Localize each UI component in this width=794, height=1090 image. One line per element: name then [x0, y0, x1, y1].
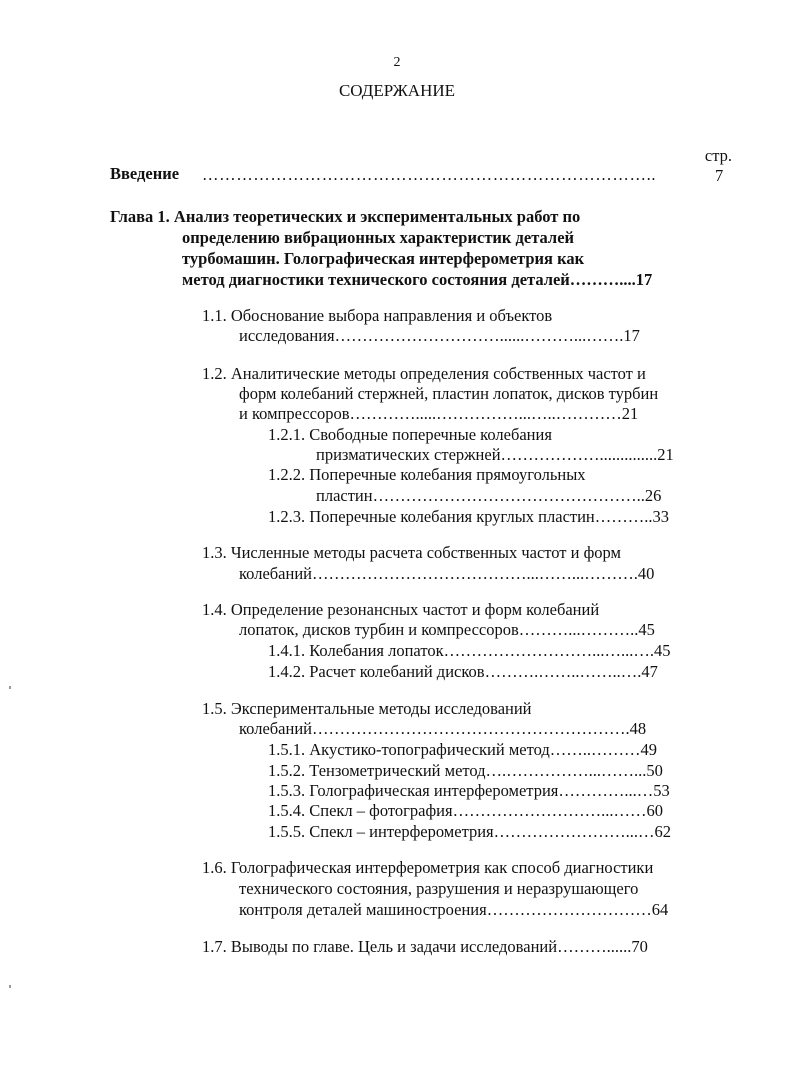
scan-speck — [9, 985, 11, 988]
s1-2-2-line1: 1.2.2. Поперечные колебания прямоугольных — [268, 465, 586, 484]
s1-2-line1: 1.2. Аналитические методы определения собственных частот и — [202, 364, 646, 383]
chapter1-line4: метод диагностики технического состояния деталей………....17 — [182, 270, 653, 289]
chapter1-line3: турбомашин. Голографическая интерферометрия как — [182, 249, 585, 268]
s1-2-line3: и компрессоров………….....……………...…..…………21 — [239, 404, 639, 423]
s1-6-line2: технического состояния, разрушения и неразрушающего — [239, 879, 639, 898]
s1-2-3: 1.2.3. Поперечные колебания круглых пластин………..33 — [268, 507, 670, 526]
chapter1-line1: Глава 1. Анализ теоретических и экспериментальных работ по — [110, 207, 581, 226]
s1-5-5: 1.5.5. Спекл – интерферометрия……………………...…62 — [268, 822, 672, 841]
intro-dots: …………………………………………………………………….. — [202, 165, 657, 184]
intro-page: 7 — [715, 166, 724, 185]
s1-2-line2: форм колебаний стержней, пластин лопаток, дисков турбин — [239, 384, 659, 403]
s1-4-line2: лопаток, дисков турбин и компрессоров………...………..45 — [239, 620, 655, 639]
toc-title: СОДЕРЖАНИЕ — [338, 81, 456, 100]
s1-6-line1: 1.6. Голографическая интерферометрия как способ диагностики — [202, 858, 654, 877]
s1-7-line1: 1.7. Выводы по главе. Цель и задачи исследований………......70 — [202, 937, 648, 956]
s1-5-3: 1.5.3. Голографическая интерферометрия…………...…53 — [268, 781, 670, 800]
s1-4-2: 1.4.2. Расчет колебаний дисков……….……..……..….47 — [268, 662, 658, 681]
s1-5-2: 1.5.2. Тензометрический метод….……………...……...50 — [268, 761, 663, 780]
s1-2-2-line2: пластин…………………………………………..26 — [316, 486, 662, 505]
s1-3-line2: колебаний…………………………………...……...……….40 — [239, 564, 655, 583]
chapter1-line2: определению вибрационных характеристик деталей — [182, 228, 575, 247]
page-number: 2 — [393, 55, 401, 70]
s1-4-line1: 1.4. Определение резонансных частот и форм колебаний — [202, 600, 600, 619]
s1-1-line1: 1.1. Обоснование выбора направления и объектов — [202, 306, 553, 325]
s1-2-1-line1: 1.2.1. Свободные поперечные колебания — [268, 425, 552, 444]
scan-speck — [9, 686, 11, 689]
s1-5-4: 1.5.4. Спекл – фотография………………………...……60 — [268, 801, 663, 820]
s1-5-line2: колебаний………………………………………………….48 — [239, 719, 647, 738]
page-column-header: стр. — [704, 146, 732, 165]
s1-5-line1: 1.5. Экспериментальные методы исследований — [202, 699, 532, 718]
s1-2-1-line2: призматических стержней………………..............21 — [316, 445, 674, 464]
intro-label: Введение — [110, 164, 180, 183]
s1-3-line1: 1.3. Численные методы расчета собственных частот и форм — [202, 543, 621, 562]
s1-1-line2: исследования…………………………......………...…….17 — [239, 326, 640, 345]
s1-6-line3: контроля деталей машиностроения…………………………64 — [239, 900, 669, 919]
s1-5-1: 1.5.1. Акустико-топографический метод……..………49 — [268, 740, 658, 759]
s1-4-1: 1.4.1. Колебания лопаток………………………...…...….45 — [268, 641, 671, 660]
